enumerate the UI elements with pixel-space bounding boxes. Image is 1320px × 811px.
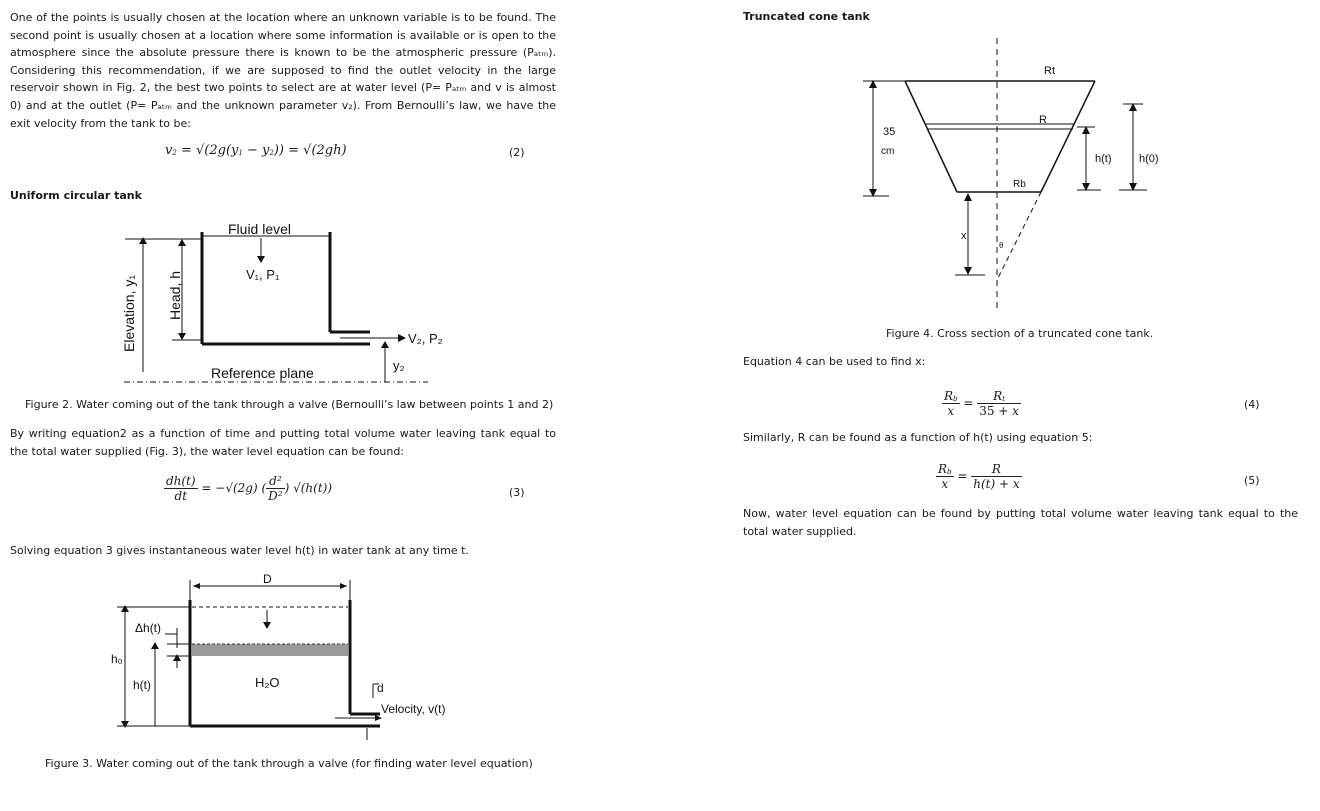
- h0-label: h₀: [111, 652, 123, 666]
- cm-label: cm: [881, 146, 895, 157]
- velocity-label: Velocity, v(t): [381, 702, 446, 716]
- section-uniform-circular-tank: Uniform circular tank: [10, 189, 142, 202]
- delta-h-label: Δh(t): [135, 621, 162, 635]
- final-paragraph: Now, water level equation can be found by putting total volume water leaving tank equal to the total water supplied.: [743, 507, 1298, 538]
- eq4-intro: Equation 4 can be used to find x:: [743, 355, 926, 368]
- x-label: x: [961, 230, 967, 242]
- fig4-h0-label: h(0): [1139, 153, 1159, 165]
- v1p1-label: V₁, P₁: [246, 267, 280, 282]
- fluid-level-label: Fluid level: [228, 221, 292, 237]
- Rt-label: Rt: [1044, 65, 1055, 77]
- equation-2: $v_2 = √(2g(y_1 - y_2)) = √(2gh)$: [165, 143, 347, 158]
- theta-label: θ: [999, 241, 1004, 250]
- figure-2-diagram: [110, 212, 460, 388]
- figure-4-diagram: [855, 30, 1175, 315]
- dim-35-label: 35: [883, 126, 896, 138]
- Rb-label: Rb: [1013, 179, 1026, 190]
- reference-plane-label: Reference plane: [211, 365, 314, 381]
- fig3-ht-label: h(t): [133, 678, 151, 692]
- intro-paragraph: One of the points is usually chosen at the location where an unknown variable is to be found. The second point is usually chosen at a location where some information is available or is open to the atmosphere since the absolute pressure there is known to be the atmospheric pressure (Pₐₜₘ). Considering this recommendation, if we are supposed to find the outlet velocity in the large reservoir shown in Fig. 2, the best two points to select are at water level (P= Pₐₜₘ and v is almost 0) and at the outlet (P= Pₐₜₘ and the unknown parameter v₂). From Bernoulli’s law, we have the exit velocity from the tank to be:: [10, 11, 556, 130]
- equation-3: $\frac{dh(t)}{dt}$ = −√(2g) ( $\frac{\text{d²}}{\text{D²}}$ ) √(h(t)): [166, 474, 333, 503]
- eq5-intro: Similarly, R can be found as a function of h(t) using equation 5:: [743, 431, 1093, 444]
- head-label: Head, h: [167, 270, 183, 320]
- elevation-label: Elevation, y₁: [121, 274, 137, 352]
- eq4-number: (4): [1244, 398, 1260, 411]
- figure-4-caption: Figure 4. Cross section of a truncated cone tank.: [886, 327, 1154, 340]
- R-label: R: [1039, 114, 1047, 126]
- y2-label: y₂: [393, 358, 405, 373]
- figure-2-caption: Figure 2. Water coming out of the tank through a valve (Bernoulli’s law between points 1 and 2): [25, 398, 554, 411]
- fig3-d-label: d: [377, 681, 384, 695]
- paragraph-2: By writing equation2 as a function of time and putting total volume water leaving tank equal to the total water supplied (Fig. 3), the water level equation can be found:: [10, 427, 556, 458]
- h2o-label: H₂O: [255, 675, 280, 690]
- fig4-ht-label: h(t): [1095, 153, 1112, 165]
- fig3-D-label: D: [263, 572, 272, 586]
- equation-5: $\frac{R_b}{x}$ = $\frac{R}{h(t) + x}$: [938, 462, 1020, 491]
- figure-3-caption: Figure 3. Water coming out of the tank through a valve (for finding water level equation): [45, 757, 533, 770]
- figure-3-diagram: [105, 568, 475, 748]
- eq5-number: (5): [1244, 474, 1260, 487]
- eq3-number: (3): [509, 486, 525, 499]
- section-truncated-cone-tank: Truncated cone tank: [743, 10, 870, 23]
- eq2-number: (2): [509, 146, 525, 159]
- equation-4: $\frac{R_b}{x}$ = $\frac{R_t}{35 + x}$: [944, 389, 1019, 418]
- v2p2-label: V₂, P₂: [408, 331, 443, 346]
- paragraph-3: Solving equation 3 gives instantaneous water level h(t) in water tank at any time t.: [10, 544, 469, 557]
